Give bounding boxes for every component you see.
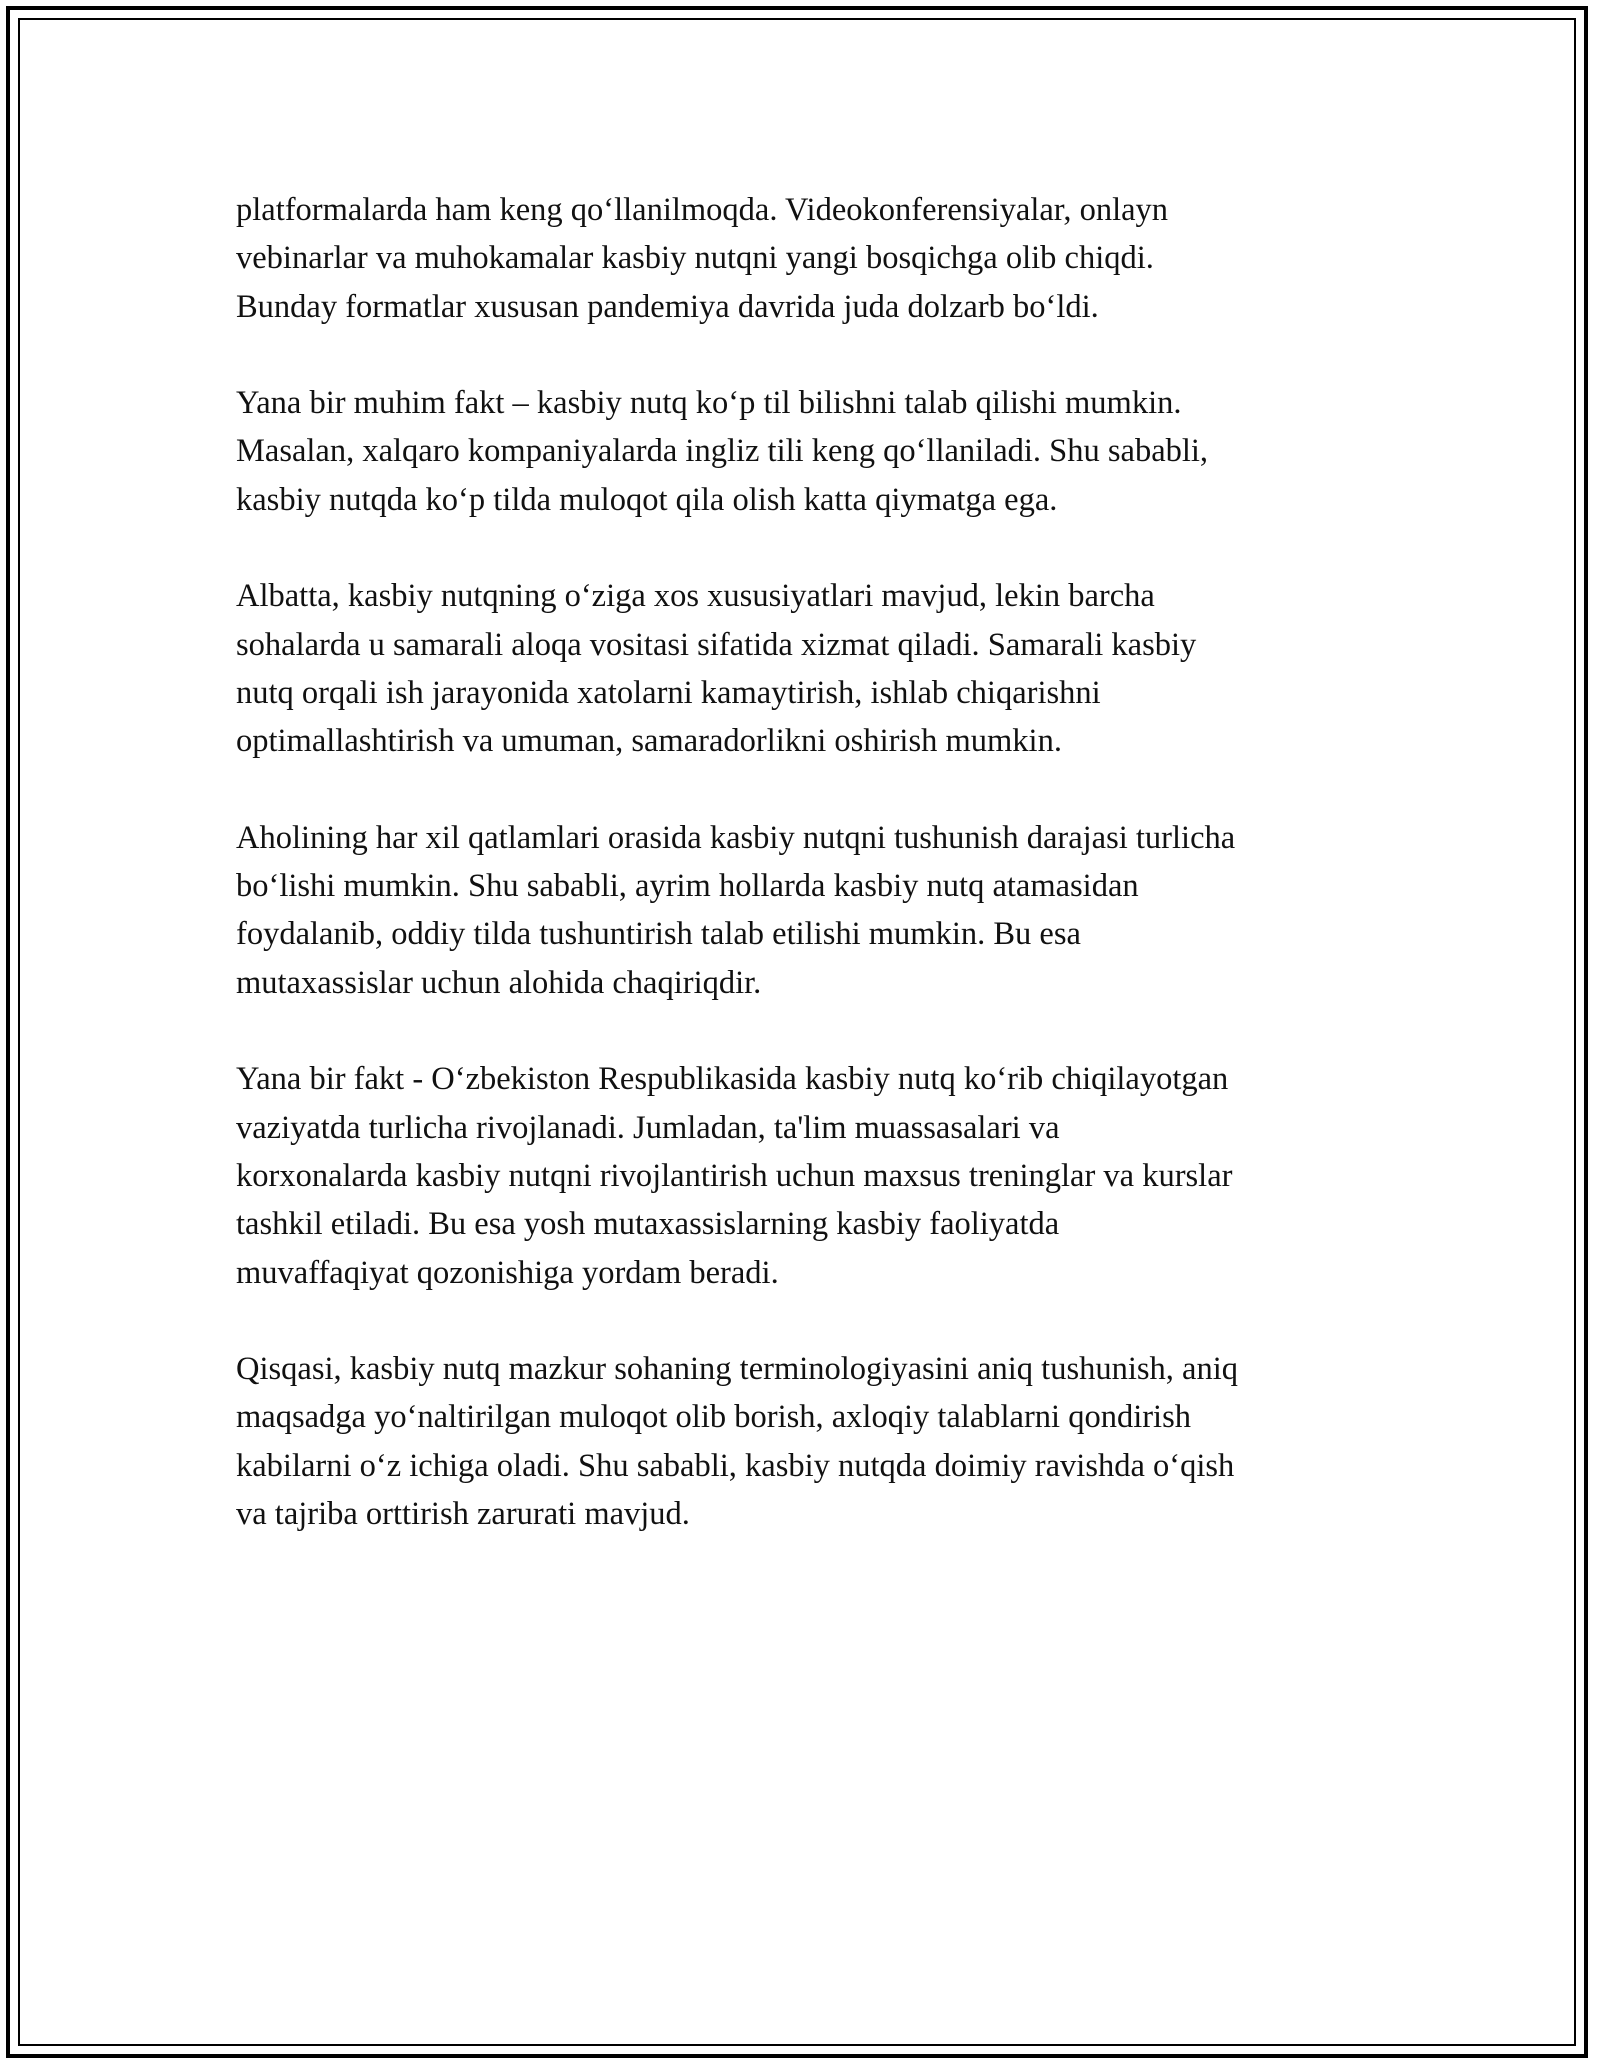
paragraph-4: Aholining har xil qatlamlari orasida kasbiy nutqni tushunish darajasi turlicha bo‘lishi mumkin. Shu sababli, ayrim hollarda kasbiy nutq atamasidan foydalanib, oddiy tilda tushuntirish talab etilishi mumkin. Bu esa mutaxassislar uchun alohida chaqiriqdir. [236, 819, 1236, 1001]
paragraph-2: Yana bir muhim fakt – kasbiy nutq ko‘p til bilishni talab qilishi mumkin. Masalan, xalqaro kompaniyalarda ingliz tili keng qo‘llaniladi. Shu sababli, kasbiy nutqda ko‘p tilda muloqot qila olish katta qiymatga ega. [236, 385, 1209, 518]
paragraph-5: Yana bir fakt - O‘zbekiston Respublikasida kasbiy nutq ko‘rib chiqilayotgan vaziyatda turlicha rivojlanadi. Jumladan, ta'lim muassasalari va korxonalarda kasbiy nutqni rivojlantirish uchun maxsus treninglar va kurslar tashkil etiladi. Bu esa yosh mutaxassislarning kasbiy faoliyatda muvaffaqiyat qozonishiga yordam beradi. [236, 1061, 1233, 1291]
paragraph-3: Albatta, kasbiy nutqning o‘ziga xos xususiyatlari mavjud, lekin barcha sohalarda u samarali aloqa vositasi sifatida xizmat qiladi. Samarali kasbiy nutq orqali ish jarayonida xatolarni kamaytirish, ishlab chiqarishni optimallashtirish va umuman, samaradorlikni oshirish mumkin. [236, 578, 1197, 760]
paragraph-6: Qisqasi, kasbiy nutq mazkur sohaning terminologiyasini aniq tushunish, aniq maqsadga yo‘naltirilgan muloqot olib borish, axloqiy talablarni qondirish kabilarni o‘z ichiga oladi. Shu sababli, kasbiy nutqda doimiy ravishda o‘qish va tajriba orttirish zarurati mavjud. [236, 1351, 1238, 1533]
document-body [236, 186, 1376, 1587]
paragraph-1: platformalarda ham keng qo‘llanilmoqda. Videokonferensiyalar, onlayn vebinarlar va muhokamalar kasbiy nutqni yangi bosqichga olib chiqdi. Bunday formatlar xususan pandemiya davrida juda dolzarb bo‘ldi. [236, 192, 1169, 325]
